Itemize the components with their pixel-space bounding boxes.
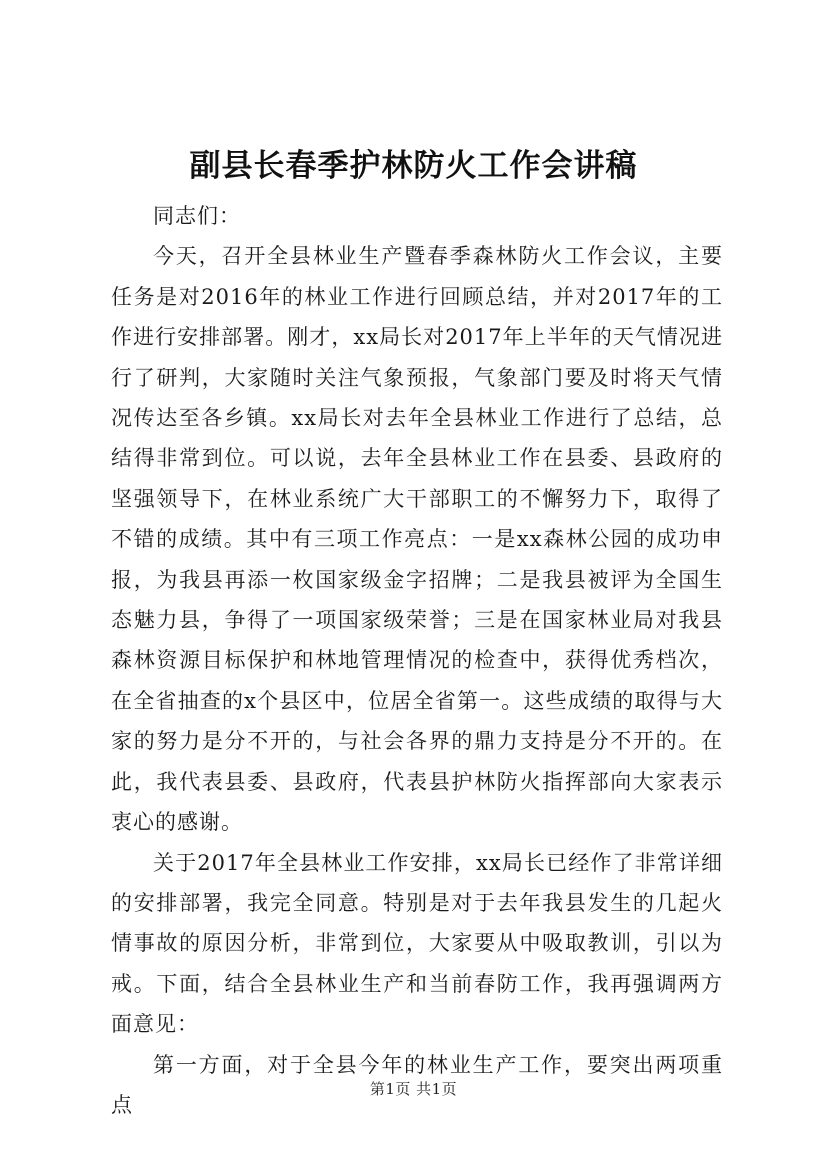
greeting: 同志们： <box>153 204 241 228</box>
document-title: 副县长春季护林防火工作会讲稿 <box>189 148 638 184</box>
paragraph-2: 关于2017年全县林业工作安排，xx局长已经作了非常详细的安排部署，我完全同意。特别是对于去年我县发生的几起火情事故的原因分析，非常到位，大家要从中吸取教训，引以为戒。下面，结合全县林业生产和当前春防工作，我再强调两方面意见： <box>111 850 723 1037</box>
paragraph-3: 第一方面，对于全县今年的林业生产工作，要突出两项重点 <box>111 1052 723 1117</box>
paragraph-1: 今天，召开全县林业生产暨春季森林防火工作会议，主要任务是对2016年的林业工作进行回顾总结，并对2017年的工作进行安排部署。刚才，xx局长对2017年上半年的天气情况进行了研判，大家随时关注气象预报，气象部门要及时将天气情况传达至各乡镇。xx局长对去年全县林业工作进行了总结，总结得非常到位。可以说，去年全县林业工作在县委、县政府的坚强领导下，在林业系统广大干部职工的不懈努力下，取得了不错的成绩。其中有三项工作亮点：一是xx森林公园的成功申报，为我县再添一枚国家级金字招牌；二是我县被评为全国生态魅力县，争得了一项国家级荣誉；三是在国家林业局对我县森林资源目标保护和林地管理情况的检查中，获得优秀档次，在全省抽查的x个县区中，位居全省第一。这些成绩的取得与大家的努力是分不开的，与社会各界的鼎力支持是分不开的。在此，我代表县委、县政府，代表县护林防火指挥部向大家表示衷心的感谢。 <box>111 244 723 835</box>
page-footer: 第1页 共1页 <box>369 1080 458 1098</box>
document-body <box>111 196 723 1125</box>
